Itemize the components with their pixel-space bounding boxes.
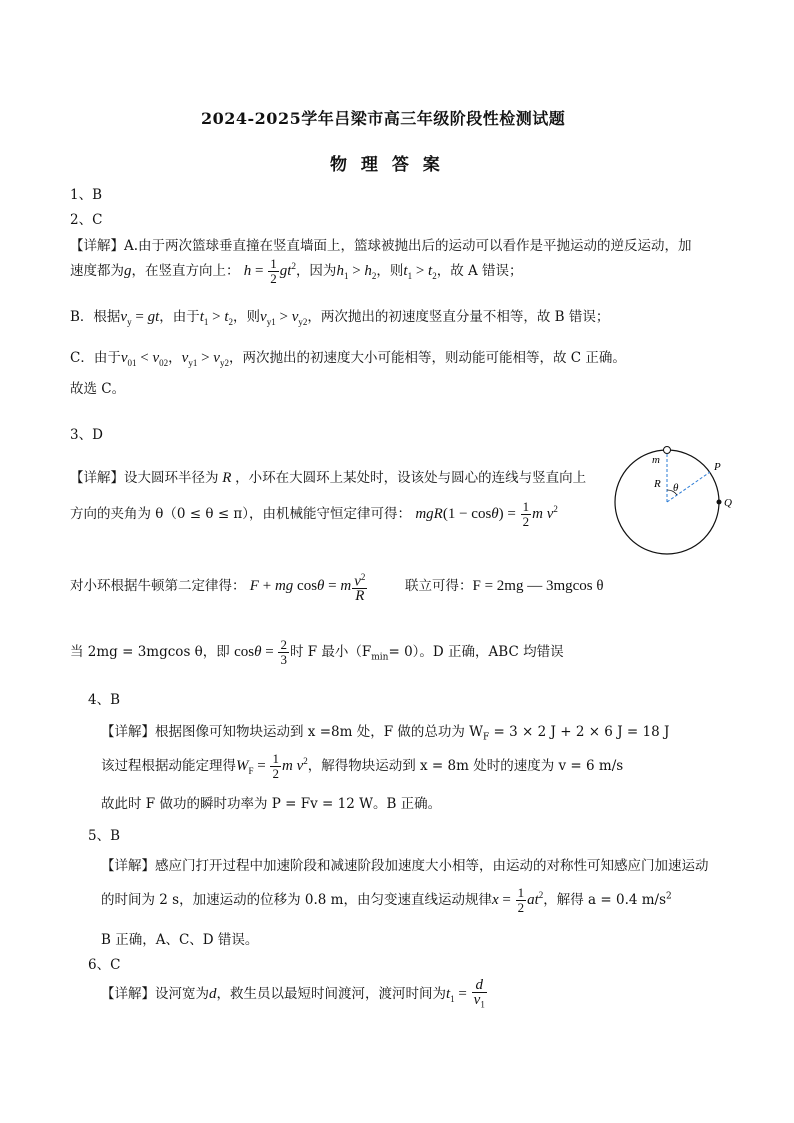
formula-h: h = $\frac{1}{2}$ $gt^2$ (243, 256, 296, 286)
text: 时 F 最小（F (289, 643, 372, 660)
text: 【详解】设河宽为 (101, 986, 209, 1003)
text: ，因为 (295, 262, 337, 279)
formula-wf: $W_F$ = $\frac{1}{2}$ m $v^2$ (236, 751, 308, 781)
formula-g: g (124, 262, 132, 279)
q2-line5: 故选 C。 (70, 381, 126, 397)
circle-diagram (610, 440, 750, 560)
formula-vy12: $v_{y1} > v_{y2}$ (260, 309, 308, 327)
formula-v0: $v_{01} < v_{02}$ (120, 350, 169, 368)
q2-answer: 2、C (70, 212, 103, 228)
page-title: 2024-2025学年吕梁市高三年级阶段性检测试题 (201, 109, 566, 128)
formula-energy: mgR(1 − cosθ) = $\frac{1}{2}$ m $v^2$ (415, 499, 558, 529)
text: 速度都为 (70, 262, 124, 279)
text: ，两次抛出的初速度竖直分量不相等，故 B 错误； (307, 309, 610, 325)
q5-line3: B 正确，A、C、D 错误。 (101, 932, 259, 948)
ring-small (664, 447, 671, 454)
label-m: m (652, 454, 660, 466)
text: ，解得物块运动到 x = 8m 处时的速度为 v = 6 m/s (307, 757, 624, 774)
text: ，救生员以最短时间渡河，渡河时间为 (216, 986, 446, 1003)
text: ，小环在大圆环上某处时，设该处与圆心的连线与竖直向上 (235, 470, 587, 486)
q5-line2: 的时间为 2 s，加速运动的位移为 0.8 m，由匀变速直线运动规律x = $\frac{1}{2}$ $at^2$，解得 a = 0.4 $m/s^2$ (101, 885, 672, 915)
label-theta: θ (673, 482, 679, 494)
label-Q: Q (724, 497, 732, 509)
formula-vy: $v_y$ = gt (120, 309, 160, 327)
q4-line1: 【详解】根据图像可知物块运动到 x =8m 处，F 做的总功为 $W_F = 3 \times 2$ J + 2 × 6 J = 18 J (101, 724, 670, 743)
formula-d: d (209, 986, 217, 1003)
text: 当 2mg = 3mgcos θ，即 (70, 643, 230, 660)
formula-t: $t_1 > t_2$ (199, 309, 234, 327)
q4-line3: 故此时 F 做功的瞬时功率为 P = Fv = 12 W。B 正确。 (101, 796, 442, 812)
text: = 0）。D 正确，ABC 均错误 (388, 643, 564, 660)
text: = 3 × 2 J + 2 × 6 J = 18 J (489, 724, 670, 740)
formula-R: R (218, 470, 236, 486)
text: 联立可得： (404, 578, 473, 595)
formula-t1t2: $t_1 > t_2$ (403, 262, 437, 281)
text: C．由于 (70, 350, 121, 366)
q2-line4 (70, 346, 626, 368)
text: 对小环根据牛顿第二定律得： (70, 578, 246, 595)
q3-line1 (70, 466, 586, 487)
q2-line2 (70, 257, 523, 286)
formula-cos: cosθ = $\frac{2}{3}$ (234, 637, 287, 667)
formula-vy: $v_{y1} > v_{y2}$ (181, 350, 229, 368)
formula-h1h2: $h_1 > h_2$ (336, 262, 377, 281)
q2-line1: 【详解】A.由于两次篮球垂直撞在竖直墙面上，篮球被抛出后的运动可以看作是平抛运动的逆反运动，加 (70, 238, 692, 254)
text: 该过程根据动能定理得 (101, 757, 236, 774)
q2-line3 (70, 305, 609, 327)
text: ，两次抛出的初速度大小可能相等，则动能可能相等，故 C 正确。 (228, 350, 626, 366)
text: B．根据 (70, 309, 121, 325)
text: ，解得 a = 0.4 m/s (543, 891, 667, 908)
q3-line2 (70, 500, 558, 529)
text: ，则 (233, 309, 261, 325)
q3-line4: 当 2mg = 3mgcos θ，即 cosθ = $\frac{2}{3}$ 时 F 最小$(F_{min}= 0)$。D 正确，ABC 均错误 (70, 637, 564, 667)
formula-x: x = $\frac{1}{2}$ $at^2$ (491, 885, 544, 915)
page-subtitle: 物 理 答 案 (330, 155, 444, 175)
text: 【详解】根据图像可知物块运动到 x =8m 处，F 做的总功为 W (101, 724, 484, 740)
q3-line3 (70, 570, 604, 603)
text: 【详解】设大圆环半径为 (70, 470, 219, 486)
text: 方向的夹角为 θ（0 ≤ θ ≤ π），由机械能守恒定律可得： (70, 505, 412, 522)
q6-line1 (101, 978, 488, 1012)
formula-newton: F + mg cosθ = m $\frac{v^2}{R}$ (249, 572, 366, 605)
q6-answer: 6、C (88, 957, 121, 973)
point-q (717, 500, 722, 505)
text: ， (168, 350, 182, 366)
label-R: R (654, 478, 661, 490)
q5-answer: 5、B (88, 828, 121, 844)
text: ，由于 (159, 309, 200, 325)
q5-line1: 【详解】感应门打开过程中加速阶段和减速阶段加速度大小相等，由运动的对称性可知感应门加速运动 (101, 858, 709, 874)
text: 的时间为 2 s，加速运动的位移为 0.8 m，由匀变速直线运动规律 (101, 891, 492, 908)
q4-answer: 4、B (88, 692, 121, 708)
q3-answer: 3、D (70, 427, 103, 443)
text: ，故 A 错误； (436, 262, 523, 279)
q4-line2 (101, 752, 623, 781)
label-P: P (714, 461, 721, 473)
q1-answer: 1、B (70, 187, 103, 203)
formula-result: F = 2mg — 3mgcos θ (472, 578, 604, 595)
formula-t1: $t_1$ = $\frac{d}{v_1}$ (446, 977, 485, 1010)
text: ，在竖直方向上： (131, 262, 240, 279)
text: ，则 (376, 262, 404, 279)
